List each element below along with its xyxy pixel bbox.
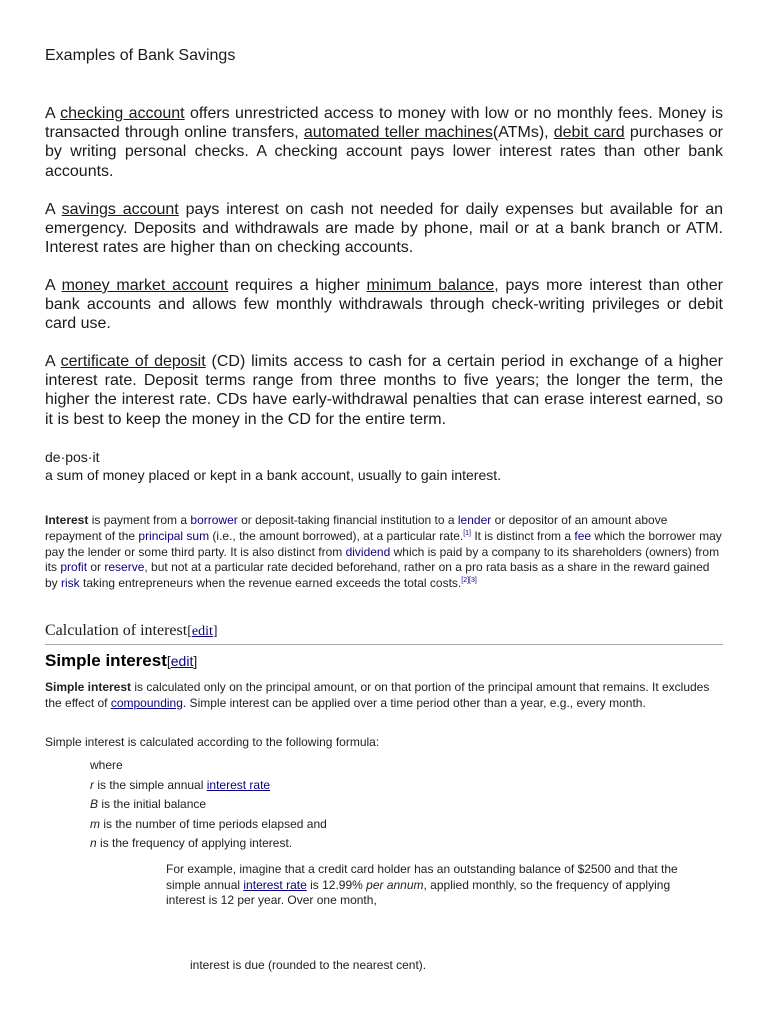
example-interest-rate-link[interactable]: interest rate bbox=[243, 877, 307, 892]
savings-account-paragraph: A savings account pays interest on cash not needed for daily expenses but available for an emergency. Deposits and withdrawals are made by phone, mail or at a bank branch or ATM. Interest rates are higher than on checking accounts. bbox=[45, 201, 724, 257]
atm-link[interactable]: automated teller machines bbox=[303, 124, 493, 142]
subsection-edit: [edit] bbox=[166, 653, 198, 669]
money-market-account-link[interactable]: money market account bbox=[61, 277, 229, 294]
fee-link[interactable]: fee bbox=[574, 528, 592, 543]
lender-link[interactable]: lender bbox=[457, 513, 492, 527]
borrower-link[interactable]: borrower bbox=[190, 513, 238, 527]
debit-card-link[interactable]: debit card bbox=[553, 124, 625, 142]
formula-intro: Simple interest is calculated according to the following formula: bbox=[45, 735, 380, 749]
section-heading-calculation: Calculation of interest[edit] bbox=[45, 622, 723, 645]
principal-sum-link[interactable]: principal sum bbox=[138, 528, 210, 543]
checking-account-paragraph: A checking account offers unrestricted access to money with low or no monthly fees. Money is transacted through online transfers, automated teller machines(ATMs), debit card purchases or by writing personal checks. A checking account pays lower interest rates than other bank accounts. bbox=[45, 105, 724, 180]
interest-rate-link[interactable]: interest rate bbox=[206, 778, 271, 792]
certificate-of-deposit-paragraph: A certificate of deposit (CD) limits access to cash for a certain period in exchange of a higher interest rate. Deposit terms range from three months to five years; the longer the term, the higher the interest rate. CDs have early-withdrawal penalties that can erase interest earned, so it is best to keep the money in the CD for the entire term. bbox=[45, 353, 724, 428]
reference-1[interactable]: [1] bbox=[463, 529, 472, 537]
simple-interest-definition: Simple interest is calculated only on the principal amount, or on that portion of the principal amount that remains. It excludes the effect of compounding. Simple interest can be applied over a time period other than a year, e.g., every month. bbox=[45, 680, 710, 710]
checking-account-link[interactable]: checking account bbox=[60, 105, 185, 122]
money-market-paragraph: A money market account requires a higher minimum balance, pays more interest than other bank accounts and allows few monthly withdrawals through check-writing privileges or debit card use. bbox=[45, 277, 724, 333]
profit-link[interactable]: profit bbox=[60, 560, 88, 575]
reference-2-3[interactable]: [2][3] bbox=[461, 577, 477, 585]
dictionary-word: de·pos·it bbox=[45, 449, 100, 465]
credit-card-example: For example, imagine that a credit card holder has an outstanding balance of $2500 and that the simple annual interest rate is 12.99% per annum, applied monthly, so the frequency of applying interest is 12 per year. Over one month, bbox=[166, 862, 678, 908]
where-m: m is the number of time periods elapsed and bbox=[90, 817, 327, 831]
section-edit: [edit] bbox=[187, 624, 218, 639]
where-b: B is the initial balance bbox=[90, 797, 207, 811]
risk-link[interactable]: risk bbox=[61, 576, 80, 591]
dividend-link[interactable]: dividend bbox=[345, 544, 391, 559]
minimum-balance-link[interactable]: minimum balance bbox=[366, 277, 495, 294]
savings-account-link[interactable]: savings account bbox=[61, 201, 179, 218]
certificate-of-deposit-link[interactable]: certificate of deposit bbox=[60, 353, 206, 370]
where-r: r is the simple annual interest rate bbox=[90, 778, 271, 792]
interest-intro-paragraph: Interest is payment from a borrower or deposit-taking financial institution to a lender or depositor of an amount above repayment of the principal sum (i.e., the amount borrowed), at a particular rate.[1] It is distinct from a fee which the borrower may pay the lender or some third party. It is also distinct from dividend which is paid by a company to its shareholders (owners) from its profit or reserve, but not at a particular rate decided beforehand, rather on a pro rata basis as a share in the reward gained by risk taking entrepreneurs when the revenue earned exceeds the total costs.[2][3] bbox=[45, 513, 722, 591]
subsection-edit-link[interactable]: edit bbox=[170, 653, 194, 669]
dictionary-definition: a sum of money placed or kept in a bank account, usually to gain interest. bbox=[45, 467, 502, 483]
reserve-link[interactable]: reserve bbox=[104, 560, 145, 575]
where-label: where bbox=[90, 758, 123, 772]
compounding-link[interactable]: compounding bbox=[110, 695, 183, 710]
section-edit-link[interactable]: edit bbox=[191, 624, 213, 639]
where-n: n is the frequency of applying interest. bbox=[90, 836, 293, 850]
interest-due-text: interest is due (rounded to the nearest cent). bbox=[190, 958, 427, 972]
subsection-heading-simple-interest: Simple interest[edit] bbox=[45, 651, 198, 670]
page-title: Examples of Bank Savings bbox=[45, 47, 236, 64]
